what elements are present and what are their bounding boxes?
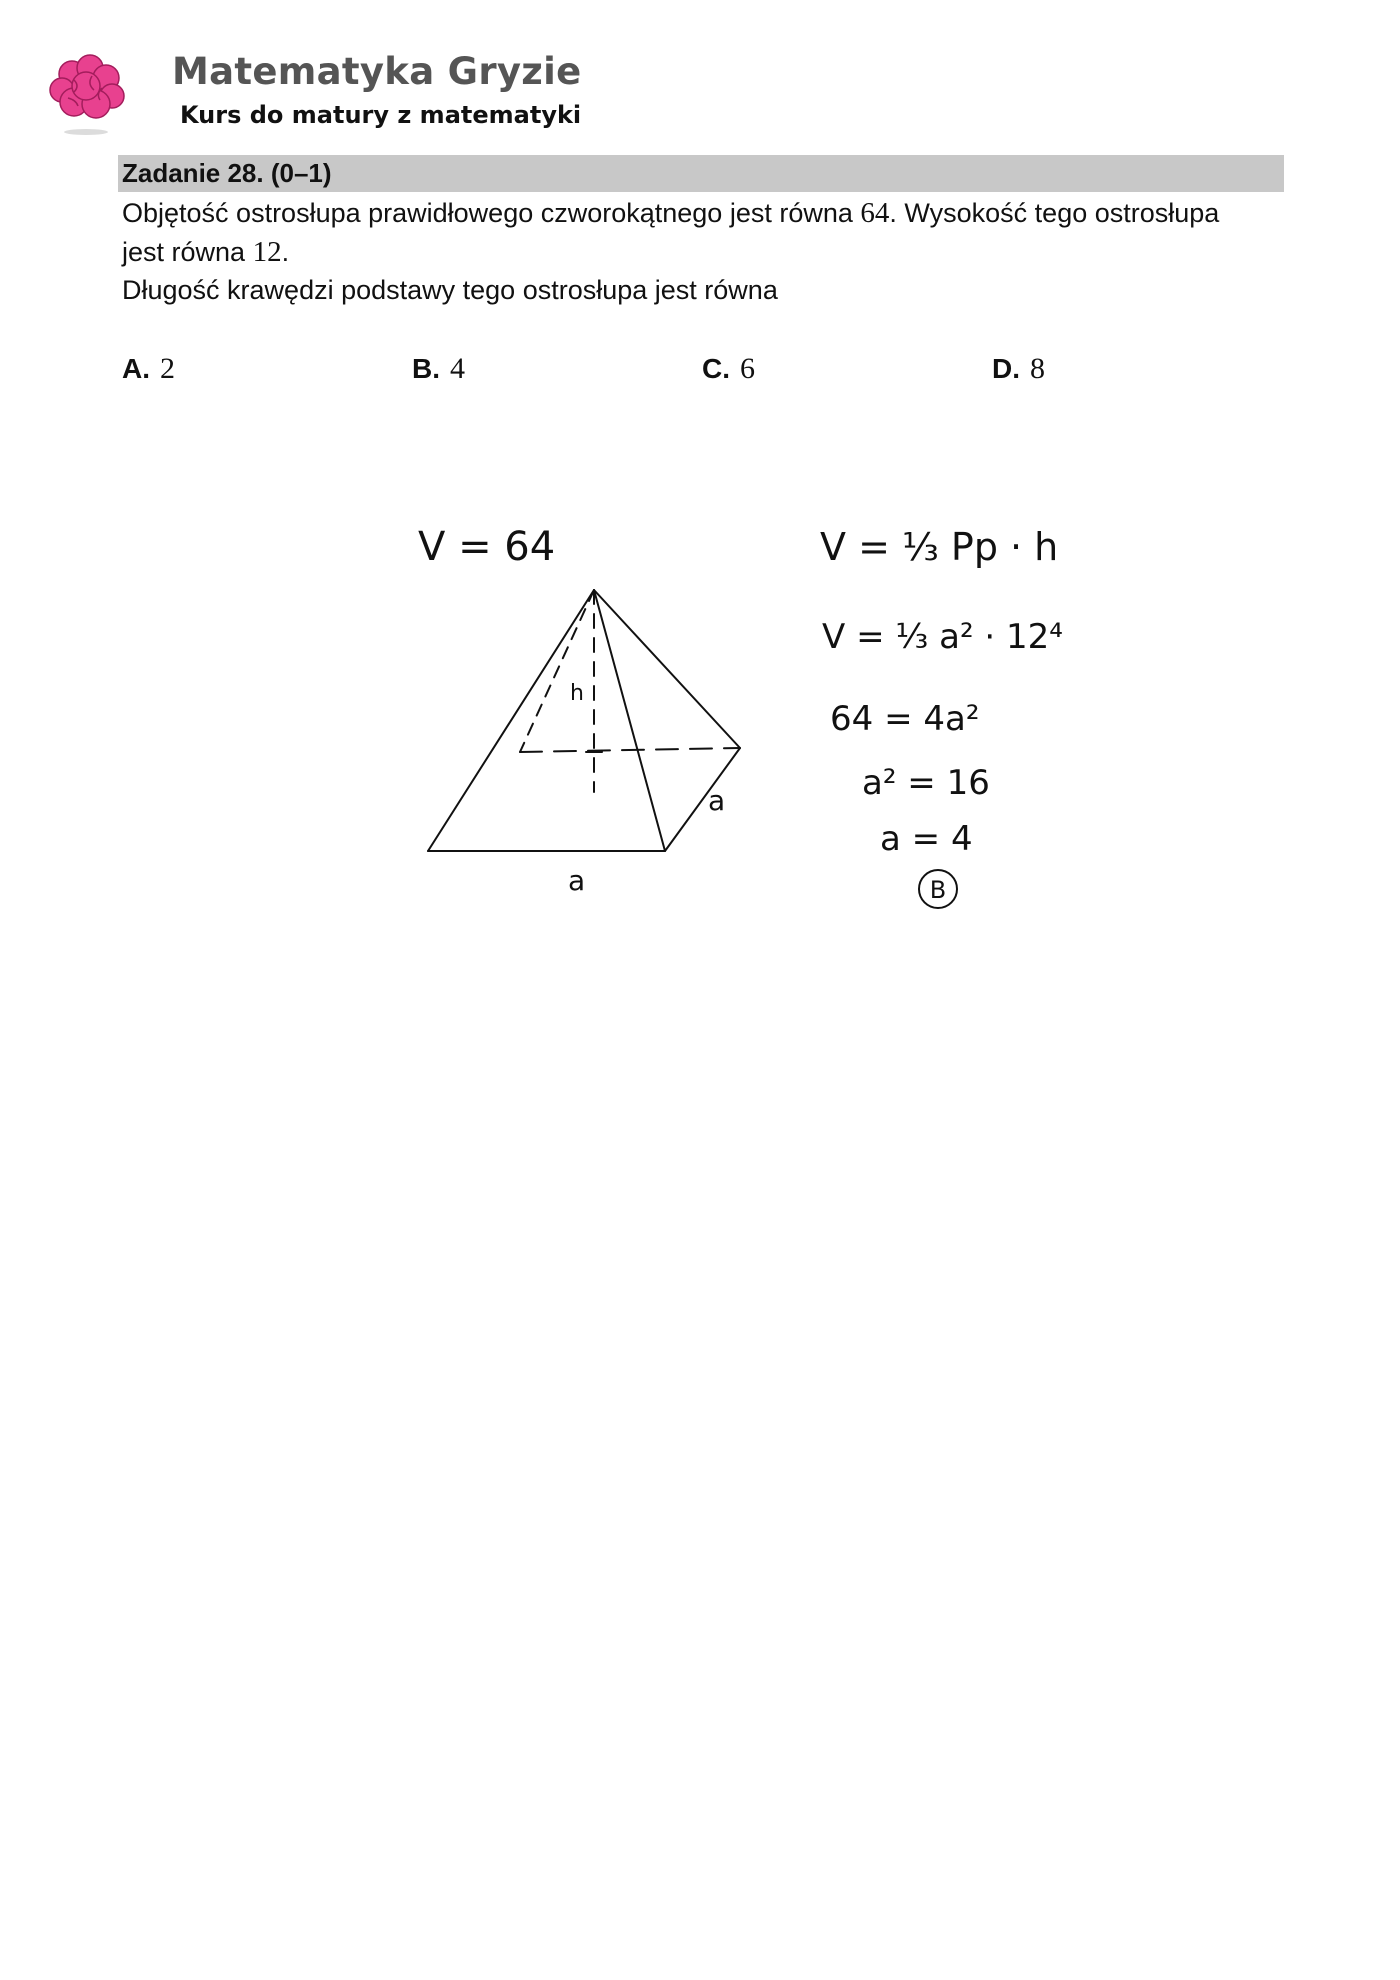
formula-line: V = ⅓ Pp · h [820, 525, 1059, 569]
answer-letter: D. [992, 353, 1020, 384]
answer-option-d[interactable] [992, 352, 1045, 386]
answer-value: 4 [450, 352, 465, 385]
question-text: . [281, 237, 290, 267]
solution-step-3: a² = 16 [862, 763, 990, 803]
height-label: h [570, 681, 584, 706]
brand-subtitle: Kurs do matury z matematyki [180, 101, 582, 129]
answer-circle [919, 870, 957, 908]
side-label-bottom: a [568, 864, 586, 897]
answer-letter: B. [412, 353, 440, 384]
side-label-right: a [708, 784, 726, 817]
question-line-3: Długość krawędzi podstawy tego ostrosłupa jest równa [122, 275, 778, 305]
final-answer: B [929, 876, 947, 904]
answer-value: 8 [1030, 352, 1045, 385]
height-value: 12 [252, 236, 282, 268]
brain-icon [44, 52, 128, 136]
solution-step-2: 64 = 4a² [830, 699, 980, 739]
task-header-bar [118, 155, 1284, 192]
answer-value: 6 [740, 352, 755, 385]
solution-step-1: V = ⅓ a² · 12⁴ [822, 617, 1063, 657]
volume-note: V = 64 [418, 524, 556, 570]
answer-letter: A. [122, 353, 150, 384]
answer-value: 2 [160, 352, 175, 385]
question-text: . Wysokość tego ostrosłupa [889, 198, 1220, 228]
question-text: Objętość ostrosłupa prawidłowego czworokątnego jest równa [122, 198, 861, 228]
answer-option-c[interactable] [702, 352, 755, 386]
question-line-1 [122, 197, 1219, 230]
question-text: jest równa [122, 237, 253, 267]
question-line-2 [122, 236, 289, 269]
task-header: Zadanie 28. (0–1) [122, 158, 332, 188]
brand-title: Matematyka Gryzie [172, 50, 582, 93]
volume-value: 64 [860, 197, 890, 229]
pyramid-sketch [428, 590, 740, 851]
answer-option-a[interactable] [122, 352, 175, 386]
answer-option-b[interactable] [412, 352, 465, 386]
solution-step-4: a = 4 [880, 819, 973, 859]
answer-letter: C. [702, 353, 730, 384]
